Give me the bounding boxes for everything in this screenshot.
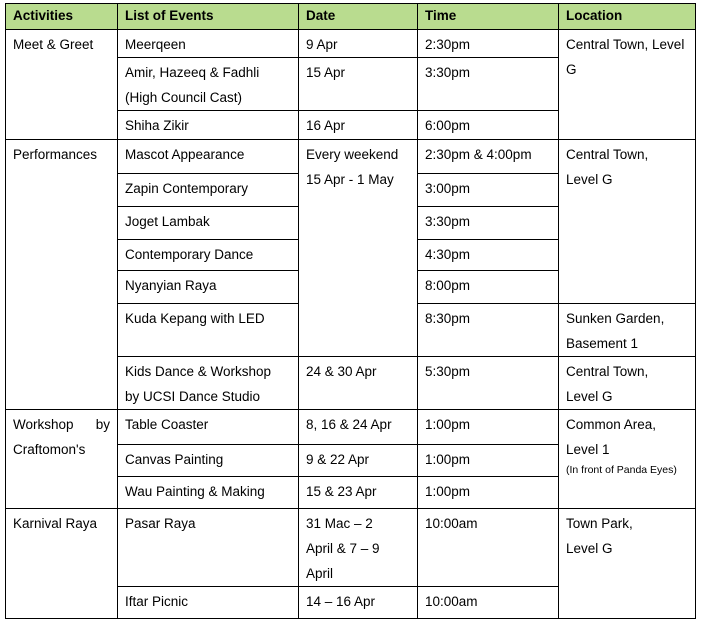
- activity-cell: Meet & Greet: [6, 30, 118, 140]
- date-cell: 15 Apr: [299, 58, 418, 111]
- header-date: Date: [299, 4, 418, 30]
- activity-cell: Performances: [6, 140, 118, 410]
- time-cell: 10:00am: [418, 509, 559, 587]
- event-cell: Mascot Appearance: [118, 140, 299, 174]
- header-events: List of Events: [118, 4, 299, 30]
- time-cell: 6:00pm: [418, 111, 559, 140]
- table-row: [6, 509, 696, 587]
- activity-cell: Workshop by Craftomon's: [6, 410, 118, 509]
- date-cell: 9 Apr: [299, 30, 418, 58]
- date-cell: 16 Apr: [299, 111, 418, 140]
- event-cell: Pasar Raya: [118, 509, 299, 587]
- date-cell: Every weekend 15 Apr - 1 May: [299, 140, 418, 357]
- date-cell: 24 & 30 Apr: [299, 357, 418, 410]
- header-location: Location: [559, 4, 696, 30]
- time-cell: 3:00pm: [418, 174, 559, 207]
- event-cell: Zapin Contemporary: [118, 174, 299, 207]
- time-cell: 2:30pm: [418, 30, 559, 58]
- event-cell: Joget Lambak: [118, 207, 299, 240]
- date-cell: 15 & 23 Apr: [299, 477, 418, 509]
- time-cell: 1:00pm: [418, 477, 559, 509]
- time-cell: 3:30pm: [418, 58, 559, 111]
- location-cell: Town Park, Level G: [559, 509, 696, 619]
- time-cell: 8:30pm: [418, 304, 559, 357]
- header-activities: Activities: [6, 4, 118, 30]
- date-cell: 8, 16 & 24 Apr: [299, 410, 418, 445]
- event-cell: Contemporary Dance: [118, 240, 299, 271]
- event-cell: Wau Painting & Making: [118, 477, 299, 509]
- time-cell: 5:30pm: [418, 357, 559, 410]
- date-cell: 31 Mac – 2 April & 7 – 9 April: [299, 509, 418, 587]
- event-cell: Canvas Painting: [118, 445, 299, 477]
- time-cell: 8:00pm: [418, 271, 559, 304]
- time-cell: 4:30pm: [418, 240, 559, 271]
- location-cell: Central Town, Level G: [559, 357, 696, 410]
- table-row: [6, 410, 696, 445]
- location-cell: Central Town, Level G: [559, 30, 696, 140]
- header-time: Time: [418, 4, 559, 30]
- location-cell: Common Area, Level 1 (In front of Panda Eyes): [559, 410, 696, 509]
- event-cell: Nyanyian Raya: [118, 271, 299, 304]
- location-cell: Sunken Garden, Basement 1: [559, 304, 696, 357]
- events-table: [5, 3, 696, 619]
- event-cell: Kuda Kepang with LED: [118, 304, 299, 357]
- date-cell: 14 – 16 Apr: [299, 587, 418, 619]
- activity-cell: Karnival Raya: [6, 509, 118, 619]
- table-row: [6, 140, 696, 174]
- event-cell: Kids Dance & Workshop by UCSI Dance Studio: [118, 357, 299, 410]
- table-row: [6, 30, 696, 58]
- time-cell: 1:00pm: [418, 445, 559, 477]
- header-row: [6, 4, 696, 30]
- location-cell: Central Town, Level G: [559, 140, 696, 304]
- time-cell: 2:30pm & 4:00pm: [418, 140, 559, 174]
- event-cell: Iftar Picnic: [118, 587, 299, 619]
- event-cell: Amir, Hazeeq & Fadhli (High Council Cast): [118, 58, 299, 111]
- event-cell: Shiha Zikir: [118, 111, 299, 140]
- time-cell: 3:30pm: [418, 207, 559, 240]
- time-cell: 1:00pm: [418, 410, 559, 445]
- event-cell: Meerqeen: [118, 30, 299, 58]
- date-cell: 9 & 22 Apr: [299, 445, 418, 477]
- time-cell: 10:00am: [418, 587, 559, 619]
- event-cell: Table Coaster: [118, 410, 299, 445]
